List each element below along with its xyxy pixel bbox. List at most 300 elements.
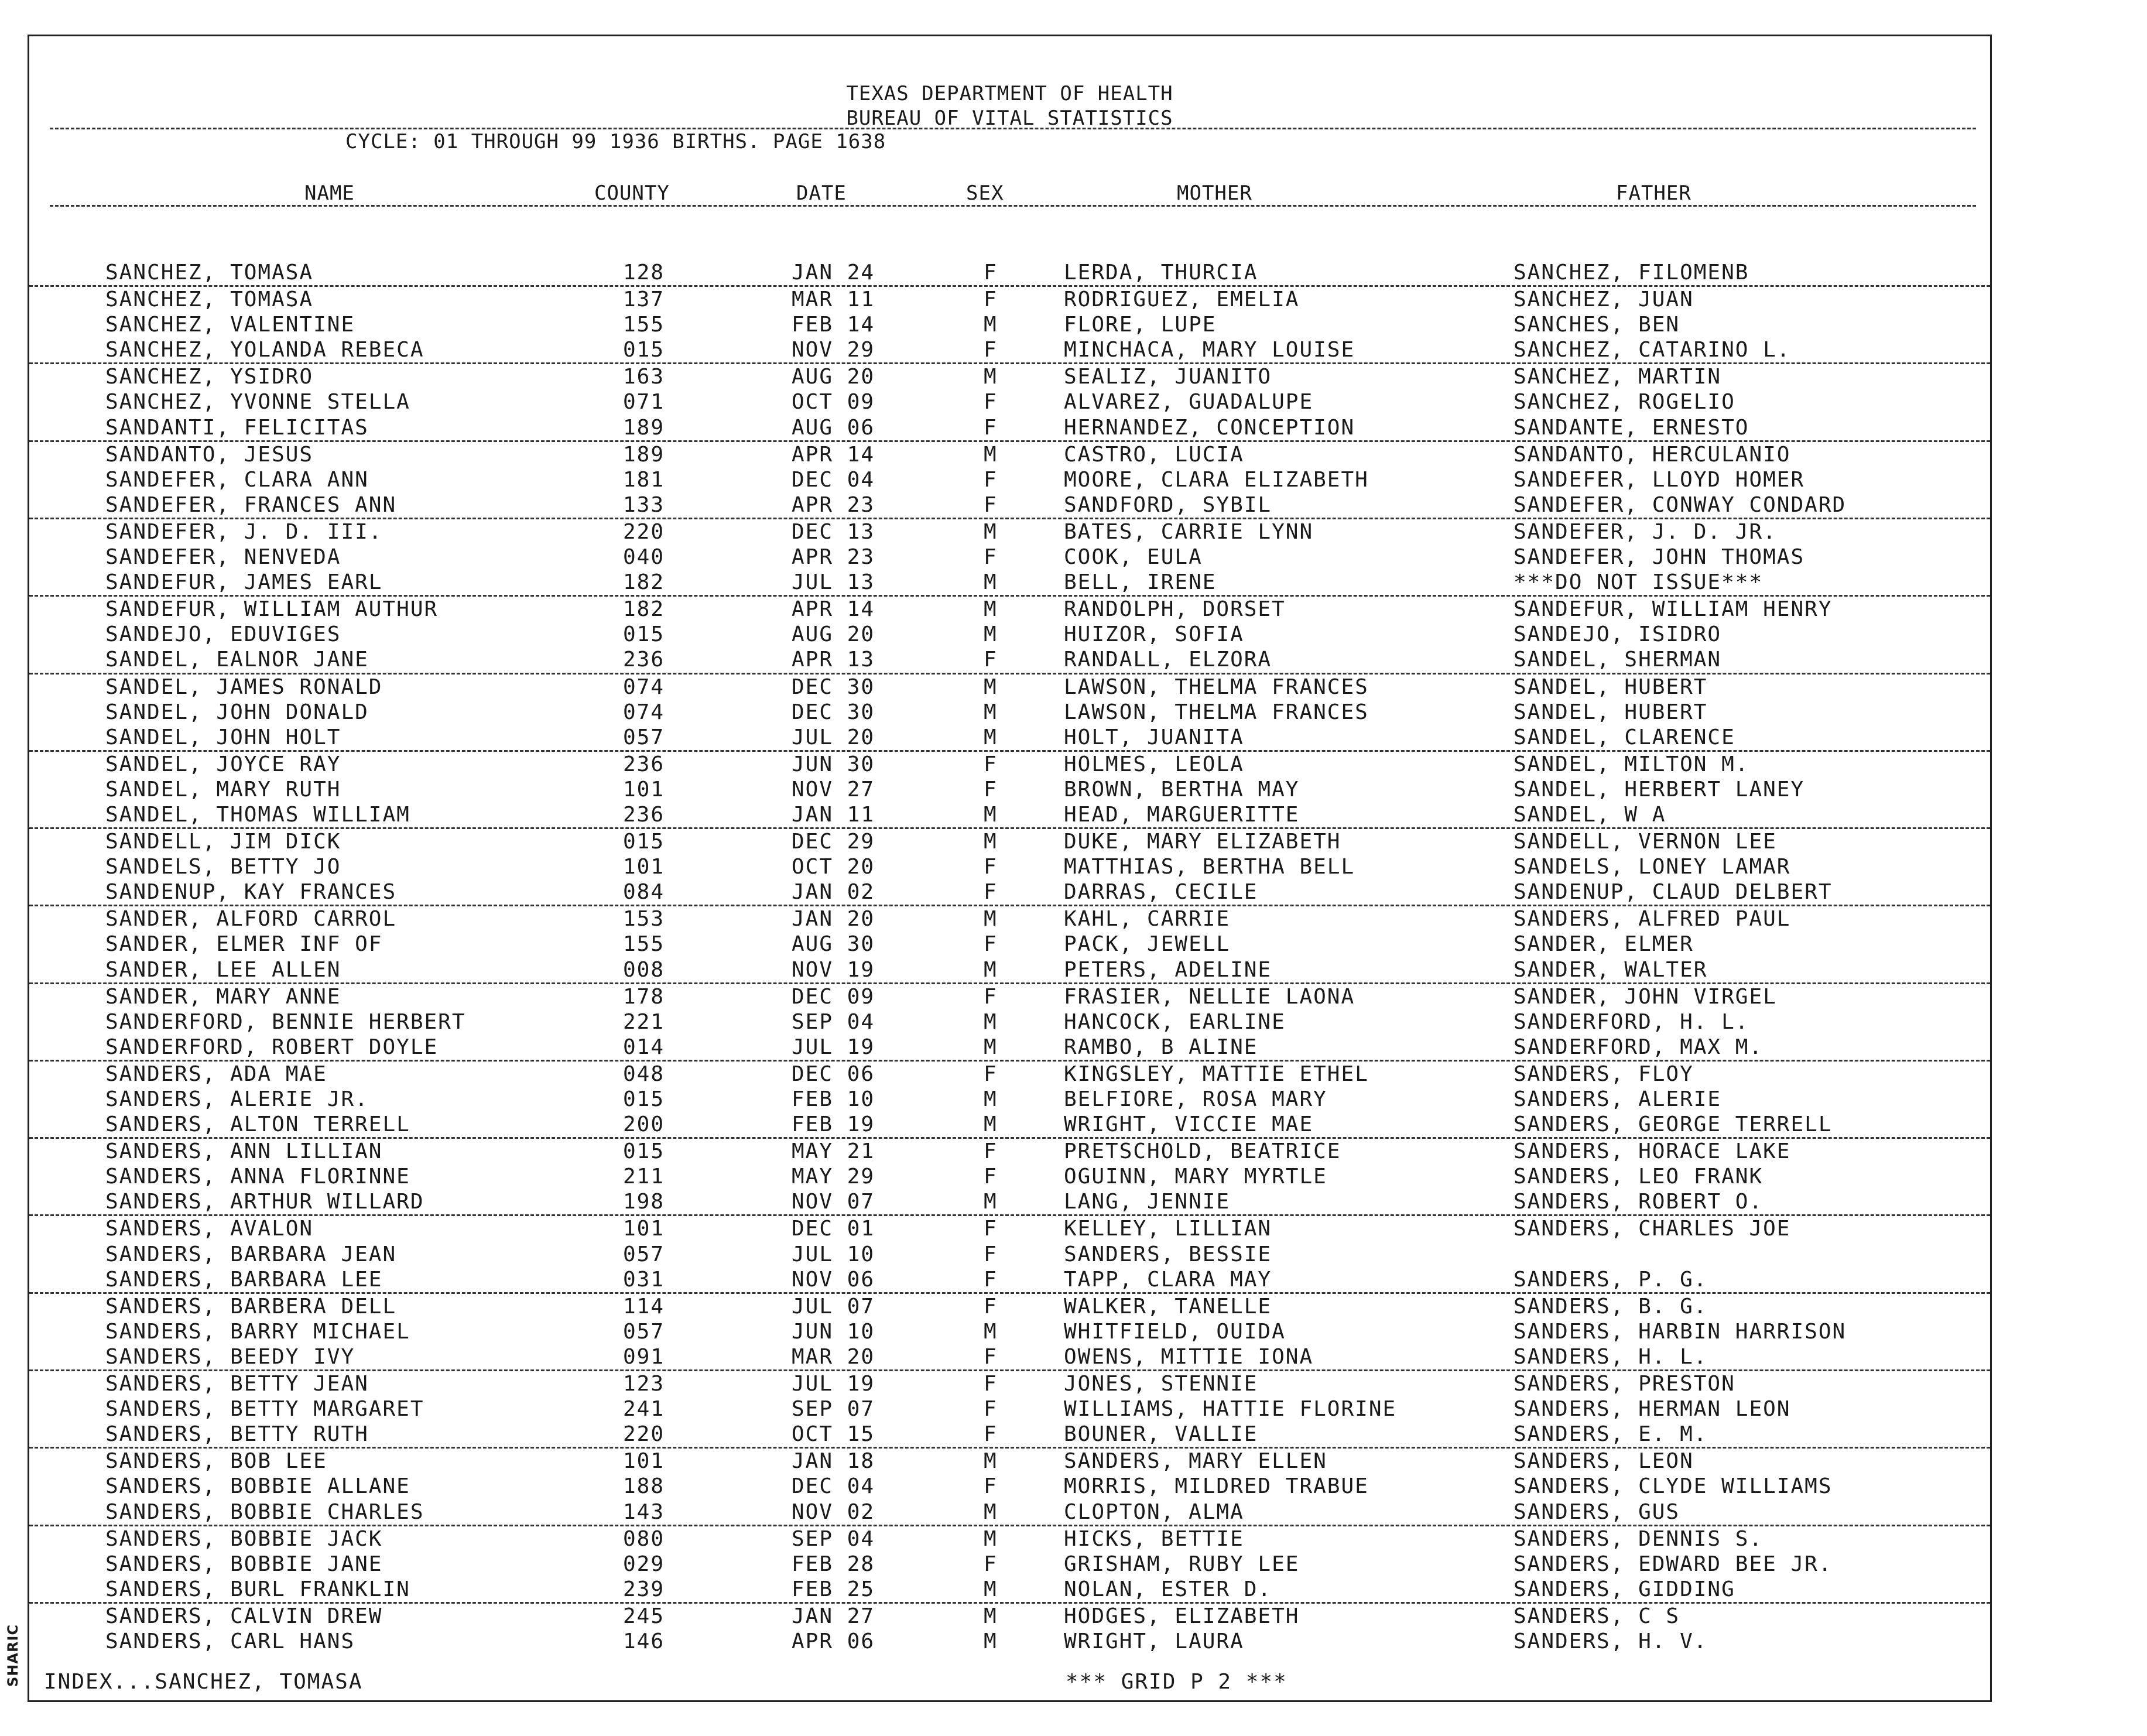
table-row (29, 364, 1990, 389)
cell-sex: F (984, 1397, 998, 1422)
cell-father: SANDERS, P. G. (1513, 1267, 1708, 1292)
cell-father: SANDEL, W A (1513, 802, 1666, 827)
cell-mother: HEAD, MARGUERITTE (1064, 802, 1300, 827)
cell-name: SANDERS, BOBBIE ALLANE (105, 1474, 410, 1499)
column-header-date: DATE (796, 182, 847, 205)
cell-name: SANCHEZ, YOLANDA REBECA (105, 338, 424, 362)
cell-county: 146 (623, 1629, 665, 1653)
cell-name: SANDEL, JOHN HOLT (105, 725, 341, 749)
cell-date: JAN 24 (792, 261, 875, 285)
cell-father: SANDERS, DENNIS S. (1513, 1526, 1764, 1551)
cell-mother: WALKER, TANELLE (1064, 1294, 1272, 1319)
cell-name: SANDERS, BETTY RUTH (105, 1422, 369, 1447)
cell-county: 031 (623, 1267, 665, 1292)
cell-county: 101 (623, 777, 665, 802)
cell-date: SEP 07 (792, 1397, 875, 1422)
cell-county: 015 (623, 1139, 665, 1164)
cell-county: 015 (623, 622, 665, 647)
cell-name: SANDER, ALFORD CARROL (105, 907, 397, 932)
cell-name: SANDERS, ARTHUR WILLARD (105, 1190, 424, 1214)
cell-county: 084 (623, 880, 665, 905)
cell-mother: WILLIAMS, HATTIE FLORINE (1064, 1397, 1397, 1422)
bureau-title: BUREAU OF VITAL STATISTICS (846, 107, 1173, 130)
cell-date: JAN 27 (792, 1604, 875, 1628)
cell-county: 200 (623, 1112, 665, 1137)
cell-mother: BROWN, BERTHA MAY (1064, 777, 1300, 802)
cell-date: MAY 29 (792, 1165, 875, 1189)
cell-mother: OWENS, MITTIE IONA (1064, 1344, 1314, 1369)
cell-mother: HUIZOR, SOFIA (1064, 622, 1244, 647)
cell-father: SANDERFORD, MAX M. (1513, 1035, 1764, 1059)
cell-father: SANDERS, C S (1513, 1604, 1680, 1628)
cell-date: DEC 04 (792, 467, 875, 492)
cell-county: 236 (623, 648, 665, 672)
cell-father: SANDERS, E. M. (1513, 1422, 1708, 1447)
cell-sex: M (984, 1499, 998, 1524)
cell-date: NOV 02 (792, 1499, 875, 1524)
cell-name: SANDEL, JAMES RONALD (105, 674, 383, 699)
cell-father: SANDERS, HERMAN LEON (1513, 1397, 1791, 1422)
cell-mother: HANCOCK, EARLINE (1064, 1009, 1286, 1034)
cell-date: APR 13 (792, 648, 875, 672)
cell-name: SANDEFER, NENVEDA (105, 545, 341, 570)
cell-date: SEP 04 (792, 1526, 875, 1551)
cell-mother: RODRIGUEZ, EMELIA (1064, 287, 1300, 312)
cell-mother: SANDERS, BESSIE (1064, 1242, 1272, 1266)
cell-name: SANDERS, AVALON (105, 1217, 314, 1241)
cell-mother: CLOPTON, ALMA (1064, 1499, 1244, 1524)
cell-county: 057 (623, 725, 665, 749)
cell-father: SANDANTE, ERNESTO (1513, 415, 1749, 440)
cell-date: NOV 19 (792, 957, 875, 982)
cell-date: JUL 20 (792, 725, 875, 749)
cell-date: MAY 21 (792, 1139, 875, 1164)
cell-name: SANDEL, MARY RUTH (105, 777, 341, 802)
table-row (29, 287, 1990, 312)
table-row (29, 829, 1990, 854)
cell-date: MAR 20 (792, 1344, 875, 1369)
table-row (29, 674, 1990, 700)
cell-name: SANDERS, BARRY MICHAEL (105, 1319, 410, 1344)
column-header-father: FATHER (1616, 182, 1691, 205)
cell-county: 163 (623, 365, 665, 389)
cell-mother: LERDA, THURCIA (1064, 261, 1258, 285)
table-row (29, 1371, 1990, 1396)
cell-sex: F (984, 1372, 998, 1396)
cell-sex: F (984, 855, 998, 879)
cell-father: SANDEL, CLARENCE (1513, 725, 1735, 749)
cell-date: DEC 30 (792, 674, 875, 699)
cell-sex: M (984, 1629, 998, 1653)
table-row (29, 1344, 1990, 1371)
cell-date: FEB 14 (792, 313, 875, 337)
table-row (29, 1474, 1990, 1499)
cell-mother: WRIGHT, VICCIE MAE (1064, 1112, 1314, 1137)
cell-mother: HOLT, JUANITA (1064, 725, 1244, 749)
cell-sex: F (984, 752, 998, 776)
cell-name: SANDERS, BEEDY IVY (105, 1344, 355, 1369)
cell-sex: F (984, 467, 998, 492)
cell-sex: F (984, 648, 998, 672)
cell-county: 211 (623, 1165, 665, 1189)
cell-name: SANDERFORD, ROBERT DOYLE (105, 1035, 439, 1059)
cell-date: AUG 20 (792, 365, 875, 389)
cell-mother: MORRIS, MILDRED TRABUE (1064, 1474, 1369, 1499)
cell-sex: F (984, 932, 998, 957)
cell-sex: F (984, 1217, 998, 1241)
cell-father: SANDELL, VERNON LEE (1513, 830, 1777, 854)
cell-father: SANDERS, CHARLES JOE (1513, 1217, 1791, 1241)
cell-father: SANDEFER, CONWAY CONDARD (1513, 492, 1847, 517)
cell-name: SANCHEZ, YVONNE STELLA (105, 390, 410, 415)
cell-county: 155 (623, 932, 665, 957)
cell-date: OCT 09 (792, 390, 875, 415)
cell-father: SANDERS, LEO FRANK (1513, 1165, 1764, 1189)
cell-date: JUN 30 (792, 752, 875, 776)
cell-sex: F (984, 1242, 998, 1266)
cell-name: SANDANTO, JESUS (105, 442, 314, 467)
cell-date: MAR 11 (792, 287, 875, 312)
cell-mother: LAWSON, THELMA FRANCES (1064, 700, 1369, 724)
cell-mother: BOUNER, VALLIE (1064, 1422, 1258, 1447)
cell-mother: PRETSCHOLD, BEATRICE (1064, 1139, 1341, 1164)
header-rule (50, 128, 1976, 129)
cell-county: 178 (623, 984, 665, 1009)
table-row (29, 519, 1990, 545)
cell-county: 015 (623, 1087, 665, 1111)
cell-sex: M (984, 907, 998, 932)
cell-county: 080 (623, 1526, 665, 1551)
cell-mother: NOLAN, ESTER D. (1064, 1577, 1272, 1601)
cell-mother: HICKS, BETTIE (1064, 1526, 1244, 1551)
cell-father: SANDER, WALTER (1513, 957, 1708, 982)
cell-name: SANCHEZ, VALENTINE (105, 313, 355, 337)
cell-name: SANDER, MARY ANNE (105, 984, 341, 1009)
cell-county: 137 (623, 287, 665, 312)
cell-sex: F (984, 390, 998, 415)
cell-mother: HERNANDEZ, CONCEPTION (1064, 415, 1355, 440)
cell-sex: M (984, 1577, 998, 1601)
cell-date: JAN 20 (792, 907, 875, 932)
cell-county: 057 (623, 1319, 665, 1344)
cell-father: ***DO NOT ISSUE*** (1513, 570, 1764, 595)
table-row (29, 647, 1990, 674)
cell-date: DEC 06 (792, 1062, 875, 1086)
cell-date: DEC 13 (792, 519, 875, 544)
cell-sex: F (984, 338, 998, 362)
table-row (29, 1242, 1990, 1267)
side-stamp: SHARIC (5, 1624, 21, 1687)
cell-mother: BATES, CARRIE LYNN (1064, 519, 1314, 544)
cell-county: 114 (623, 1294, 665, 1319)
cell-date: DEC 01 (792, 1217, 875, 1241)
cell-sex: M (984, 570, 998, 595)
cell-father: SANDERS, H. V. (1513, 1629, 1708, 1653)
cell-date: JUL 13 (792, 570, 875, 595)
table-row (29, 957, 1990, 984)
table-row (29, 984, 1990, 1009)
cell-date: JUN 10 (792, 1319, 875, 1344)
cell-county: 236 (623, 802, 665, 827)
cell-county: 101 (623, 1217, 665, 1241)
cell-sex: M (984, 1604, 998, 1628)
cell-father: SANDERS, LEON (1513, 1449, 1694, 1474)
cell-date: APR 06 (792, 1629, 875, 1653)
cell-county: 189 (623, 415, 665, 440)
cell-county: 155 (623, 313, 665, 337)
birth-records-table (29, 260, 1990, 1654)
cell-name: SANDERS, BETTY JEAN (105, 1372, 369, 1396)
cell-county: 057 (623, 1242, 665, 1266)
cell-county: 182 (623, 597, 665, 622)
cell-name: SANDERS, BOBBIE CHARLES (105, 1499, 424, 1524)
cell-father: SANDEL, MILTON M. (1513, 752, 1749, 776)
table-row (29, 545, 1990, 570)
table-row (29, 337, 1990, 364)
cell-mother: KAHL, CARRIE (1064, 907, 1231, 932)
cell-mother: RAMBO, B ALINE (1064, 1035, 1258, 1059)
cell-father: SANCHEZ, MARTIN (1513, 365, 1722, 389)
cell-date: AUG 30 (792, 932, 875, 957)
cell-sex: M (984, 442, 998, 467)
cell-mother: RANDOLPH, DORSET (1064, 597, 1286, 622)
cell-mother: MOORE, CLARA ELIZABETH (1064, 467, 1369, 492)
cell-father: SANDER, ELMER (1513, 932, 1694, 957)
cell-father: SANDERFORD, H. L. (1513, 1009, 1749, 1034)
cell-date: JAN 02 (792, 880, 875, 905)
cell-sex: F (984, 1552, 998, 1576)
cell-date: FEB 28 (792, 1552, 875, 1576)
cell-sex: M (984, 1190, 998, 1214)
cell-county: 101 (623, 1449, 665, 1474)
cell-name: SANDEFUR, JAMES EARL (105, 570, 383, 595)
cell-sex: M (984, 597, 998, 622)
cell-date: FEB 25 (792, 1577, 875, 1601)
cell-sex: M (984, 674, 998, 699)
table-row (29, 1062, 1990, 1087)
cell-name: SANDEFER, CLARA ANN (105, 467, 369, 492)
table-row (29, 1139, 1990, 1164)
cell-name: SANDERS, ANNA FLORINNE (105, 1165, 410, 1189)
cell-sex: M (984, 1449, 998, 1474)
cell-date: SEP 04 (792, 1009, 875, 1034)
cell-county: 198 (623, 1190, 665, 1214)
cell-date: NOV 29 (792, 338, 875, 362)
table-row (29, 1189, 1990, 1216)
cell-county: 153 (623, 907, 665, 932)
cell-name: SANDERS, BARBARA JEAN (105, 1242, 397, 1266)
cell-mother: HOLMES, LEOLA (1064, 752, 1244, 776)
table-row (29, 467, 1990, 492)
cell-county: 015 (623, 830, 665, 854)
cell-date: AUG 06 (792, 415, 875, 440)
cell-father: SANDEFER, JOHN THOMAS (1513, 545, 1805, 570)
cell-name: SANDENUP, KAY FRANCES (105, 880, 397, 905)
cell-sex: M (984, 830, 998, 854)
cell-name: SANDEL, JOYCE RAY (105, 752, 341, 776)
cell-county: 029 (623, 1552, 665, 1576)
cell-name: SANDEL, THOMAS WILLIAM (105, 802, 410, 827)
cell-father: SANDEL, HUBERT (1513, 700, 1708, 724)
cell-date: DEC 09 (792, 984, 875, 1009)
table-row (29, 570, 1990, 597)
table-row (29, 1164, 1990, 1189)
table-row (29, 1267, 1990, 1294)
cell-sex: F (984, 545, 998, 570)
cell-father: SANDENUP, CLAUD DELBERT (1513, 880, 1833, 905)
cell-father: SANDERS, GUS (1513, 1499, 1680, 1524)
cell-mother: DARRAS, CECILE (1064, 880, 1258, 905)
cell-county: 133 (623, 492, 665, 517)
cell-sex: F (984, 287, 998, 312)
cell-name: SANDERS, BARBARA LEE (105, 1267, 383, 1292)
table-row (29, 492, 1990, 519)
cell-county: 239 (623, 1577, 665, 1601)
cell-name: SANDERS, BURL FRANKLIN (105, 1577, 410, 1601)
table-row (29, 906, 1990, 932)
cell-sex: F (984, 1165, 998, 1189)
table-row (29, 415, 1990, 442)
table-row (29, 1604, 1990, 1629)
cell-name: SANCHEZ, YSIDRO (105, 365, 314, 389)
cell-sex: M (984, 1112, 998, 1137)
cell-mother: MINCHACA, MARY LOUISE (1064, 338, 1355, 362)
table-row (29, 1449, 1990, 1474)
table-row (29, 1319, 1990, 1344)
cell-sex: F (984, 984, 998, 1009)
cell-name: SANCHEZ, TOMASA (105, 287, 314, 312)
cell-county: 008 (623, 957, 665, 982)
cell-date: JUL 07 (792, 1294, 875, 1319)
cell-mother: FLORE, LUPE (1064, 313, 1217, 337)
cell-name: SANDERS, CARL HANS (105, 1629, 355, 1653)
cell-mother: PACK, JEWELL (1064, 932, 1231, 957)
cell-name: SANDEFUR, WILLIAM AUTHUR (105, 597, 439, 622)
column-header-county: COUNTY (594, 182, 670, 205)
cell-county: 101 (623, 855, 665, 879)
cell-father: SANCHEZ, FILOMENB (1513, 261, 1749, 285)
cell-county: 015 (623, 338, 665, 362)
column-header-name: NAME (304, 182, 355, 205)
cell-mother: ALVAREZ, GUADALUPE (1064, 390, 1314, 415)
table-row (29, 1009, 1990, 1035)
cycle-line: CYCLE: 01 THROUGH 99 1936 BIRTHS. PAGE 1638 (345, 130, 886, 153)
cell-date: NOV 06 (792, 1267, 875, 1292)
cell-sex: F (984, 492, 998, 517)
table-row (29, 777, 1990, 802)
cell-father: SANDELS, LONEY LAMAR (1513, 855, 1791, 879)
cell-county: 220 (623, 519, 665, 544)
cell-sex: M (984, 700, 998, 724)
table-row (29, 1087, 1990, 1112)
cell-sex: F (984, 1344, 998, 1369)
table-row (29, 1396, 1990, 1422)
table-row (29, 725, 1990, 752)
cell-sex: M (984, 1035, 998, 1059)
cell-mother: LAWSON, THELMA FRANCES (1064, 674, 1369, 699)
cell-father: SANDERS, GEORGE TERRELL (1513, 1112, 1833, 1137)
cell-name: SANDER, LEE ALLEN (105, 957, 341, 982)
table-row (29, 442, 1990, 467)
cell-father: SANDERS, GIDDING (1513, 1577, 1735, 1601)
cell-date: OCT 15 (792, 1422, 875, 1447)
table-row (29, 1552, 1990, 1577)
cell-mother: KELLEY, LILLIAN (1064, 1217, 1272, 1241)
cell-sex: M (984, 957, 998, 982)
cell-father: SANDEL, SHERMAN (1513, 648, 1722, 672)
cell-sex: M (984, 519, 998, 544)
agency-title: TEXAS DEPARTMENT OF HEALTH (846, 82, 1173, 105)
cell-father: SANDERS, FLOY (1513, 1062, 1694, 1086)
cell-father: SANDERS, EDWARD BEE JR. (1513, 1552, 1833, 1576)
cell-sex: F (984, 1422, 998, 1447)
cell-name: SANDEFER, FRANCES ANN (105, 492, 397, 517)
table-row (29, 389, 1990, 415)
cell-sex: M (984, 313, 998, 337)
table-row (29, 1629, 1990, 1654)
cell-county: 128 (623, 261, 665, 285)
cell-name: SANDERS, ALERIE JR. (105, 1087, 369, 1111)
cell-name: SANDER, ELMER INF OF (105, 932, 383, 957)
cell-name: SANCHEZ, TOMASA (105, 261, 314, 285)
column-header-sex: SEX (966, 182, 1004, 205)
column-header-mother: MOTHER (1177, 182, 1252, 205)
cell-sex: F (984, 1294, 998, 1319)
cell-county: 048 (623, 1062, 665, 1086)
cell-date: DEC 29 (792, 830, 875, 854)
cell-county: 182 (623, 570, 665, 595)
cell-sex: M (984, 1526, 998, 1551)
cell-sex: M (984, 1009, 998, 1034)
cell-name: SANDERFORD, BENNIE HERBERT (105, 1009, 466, 1034)
table-row (29, 1526, 1990, 1552)
cell-name: SANDERS, BARBERA DELL (105, 1294, 397, 1319)
cell-father: SANDANTO, HERCULANIO (1513, 442, 1791, 467)
cell-date: APR 14 (792, 442, 875, 467)
cell-father: SANDERS, H. L. (1513, 1344, 1708, 1369)
cell-date: FEB 19 (792, 1112, 875, 1137)
cell-date: APR 23 (792, 545, 875, 570)
cell-county: 123 (623, 1372, 665, 1396)
cell-name: SANDEL, JOHN DONALD (105, 700, 369, 724)
table-row (29, 802, 1990, 829)
cell-date: APR 14 (792, 597, 875, 622)
table-row (29, 622, 1990, 647)
cell-father: SANDEFUR, WILLIAM HENRY (1513, 597, 1833, 622)
cell-date: DEC 04 (792, 1474, 875, 1499)
cell-date: FEB 10 (792, 1087, 875, 1111)
cell-name: SANDERS, CALVIN DREW (105, 1604, 383, 1628)
cell-sex: M (984, 622, 998, 647)
cell-county: 091 (623, 1344, 665, 1369)
cell-sex: M (984, 725, 998, 749)
cell-mother: FRASIER, NELLIE LAONA (1064, 984, 1355, 1009)
cell-date: JUL 19 (792, 1035, 875, 1059)
table-row (29, 260, 1990, 287)
table-row (29, 1035, 1990, 1062)
cell-mother: SANDFORD, SYBIL (1064, 492, 1272, 517)
cell-father: SANDERS, ALERIE (1513, 1087, 1722, 1111)
cell-father: SANDERS, CLYDE WILLIAMS (1513, 1474, 1833, 1499)
cell-father: SANCHEZ, CATARINO L. (1513, 338, 1791, 362)
cell-sex: M (984, 365, 998, 389)
cell-county: 241 (623, 1397, 665, 1422)
cell-mother: MATTHIAS, BERTHA BELL (1064, 855, 1355, 879)
cell-mother: OGUINN, MARY MYRTLE (1064, 1165, 1327, 1189)
cell-mother: DUKE, MARY ELIZABETH (1064, 830, 1341, 854)
cell-county: 221 (623, 1009, 665, 1034)
cell-mother: CASTRO, LUCIA (1064, 442, 1244, 467)
